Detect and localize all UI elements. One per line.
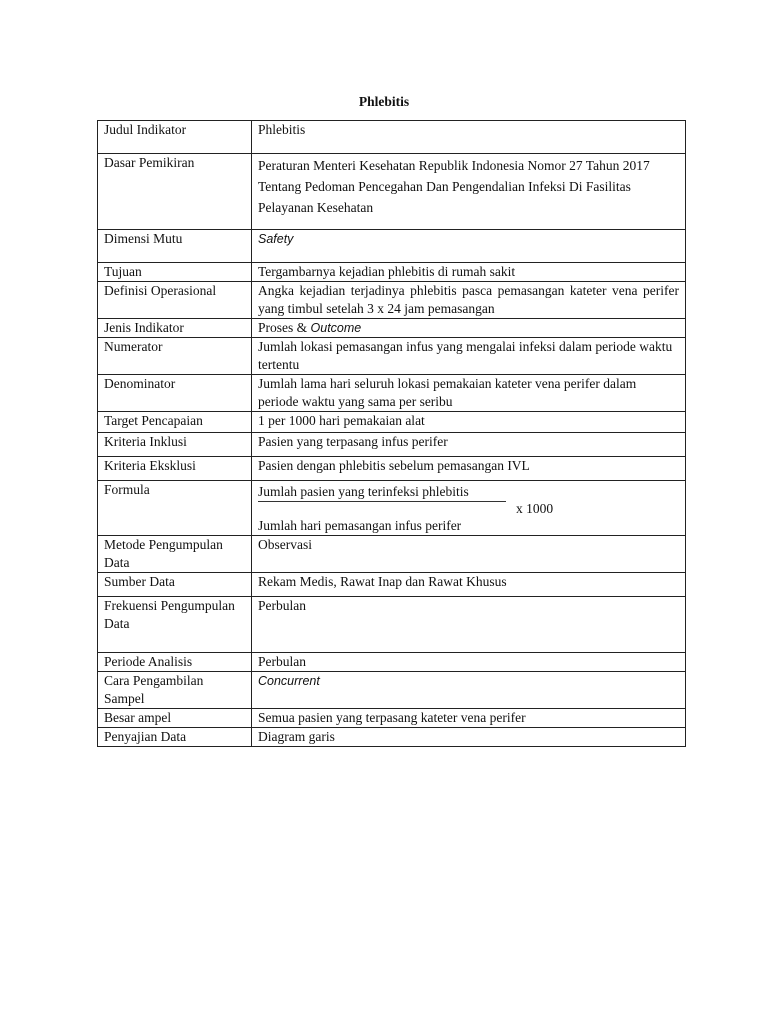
row-value: Diagram garis (252, 728, 686, 747)
row-label: Cara Pengambilan Sampel (98, 672, 252, 709)
row-value-italic: Safety (258, 232, 294, 246)
row-value: Peraturan Menteri Kesehatan Republik Indonesia Nomor 27 Tahun 2017 Tentang Pedoman Pencegahan Dan Pengendalian Infeksi Di Fasilitas Pelayanan Kesehatan (252, 154, 686, 230)
table-row (98, 457, 686, 481)
table-row (98, 121, 686, 154)
table-row (98, 412, 686, 433)
table-row (98, 375, 686, 412)
row-value (252, 319, 686, 338)
table-row (98, 230, 686, 263)
table-row (98, 536, 686, 573)
table-row (98, 338, 686, 375)
row-value: Jumlah lokasi pemasangan infus yang mengalai infeksi dalam periode waktu tertentu (252, 338, 686, 375)
row-value: Tergambarnya kejadian phlebitis di rumah sakit (252, 263, 686, 282)
row-label: Denominator (98, 375, 252, 412)
row-value: Pasien yang terpasang infus perifer (252, 433, 686, 457)
row-label: Besar ampel (98, 709, 252, 728)
table-row (98, 709, 686, 728)
row-value: Perbulan (252, 653, 686, 672)
formula (258, 481, 679, 535)
row-value: Perbulan (252, 597, 686, 653)
row-value: Rekam Medis, Rawat Inap dan Rawat Khusus (252, 573, 686, 597)
row-value: Phlebitis (252, 121, 686, 154)
row-label: Dasar Pemikiran (98, 154, 252, 230)
indicator-table (97, 120, 686, 747)
formula-cell (252, 481, 686, 536)
row-label: Kriteria Inklusi (98, 433, 252, 457)
formula-factor: x 1000 (516, 501, 554, 516)
page-title: Phlebitis (358, 94, 410, 109)
row-value-italic: Outcome (310, 321, 362, 335)
row-label: Jenis Indikator (98, 319, 252, 338)
fraction-line (258, 501, 506, 502)
row-label: Kriteria Eksklusi (98, 457, 252, 481)
table-row (98, 728, 686, 747)
row-label: Sumber Data (98, 573, 252, 597)
row-value-italic: Concurrent (258, 674, 320, 688)
row-value: Observasi (252, 536, 686, 573)
table-row (98, 653, 686, 672)
row-label: Frekuensi Pengumpulan Data (98, 597, 252, 653)
table-row (98, 319, 686, 338)
table-row (98, 154, 686, 230)
row-value-prefix: Proses & (258, 320, 311, 335)
formula-denominator: Jumlah hari pemasangan infus perifer (258, 518, 462, 533)
table-row (98, 263, 686, 282)
row-label: Numerator (98, 338, 252, 375)
row-label: Metode Pengumpulan Data (98, 536, 252, 573)
row-label: Formula (98, 481, 252, 536)
row-value: Semua pasien yang terpasang kateter vena perifer (252, 709, 686, 728)
row-value: 1 per 1000 hari pemakaian alat (252, 412, 686, 433)
row-label: Tujuan (98, 263, 252, 282)
row-label: Periode Analisis (98, 653, 252, 672)
row-value: Jumlah lama hari seluruh lokasi pemakaian kateter vena perifer dalam periode waktu yang sama per seribu (252, 375, 686, 412)
table-row (98, 433, 686, 457)
row-value (252, 230, 686, 263)
row-value (252, 672, 686, 709)
row-label: Definisi Operasional (98, 282, 252, 319)
table-row (98, 573, 686, 597)
row-label: Target Pencapaian (98, 412, 252, 433)
table-row (98, 672, 686, 709)
table-row (98, 597, 686, 653)
row-value: Pasien dengan phlebitis sebelum pemasangan IVL (252, 457, 686, 481)
row-label: Penyajian Data (98, 728, 252, 747)
row-value: Angka kejadian terjadinya phlebitis pasca pemasangan kateter vena perifer yang timbul setelah 3 x 24 jam pemasangan (252, 282, 686, 319)
formula-numerator: Jumlah pasien yang terinfeksi phlebitis (258, 484, 469, 499)
row-label: Dimensi Mutu (98, 230, 252, 263)
table-row (98, 481, 686, 536)
row-label: Judul Indikator (98, 121, 252, 154)
table-row (98, 282, 686, 319)
